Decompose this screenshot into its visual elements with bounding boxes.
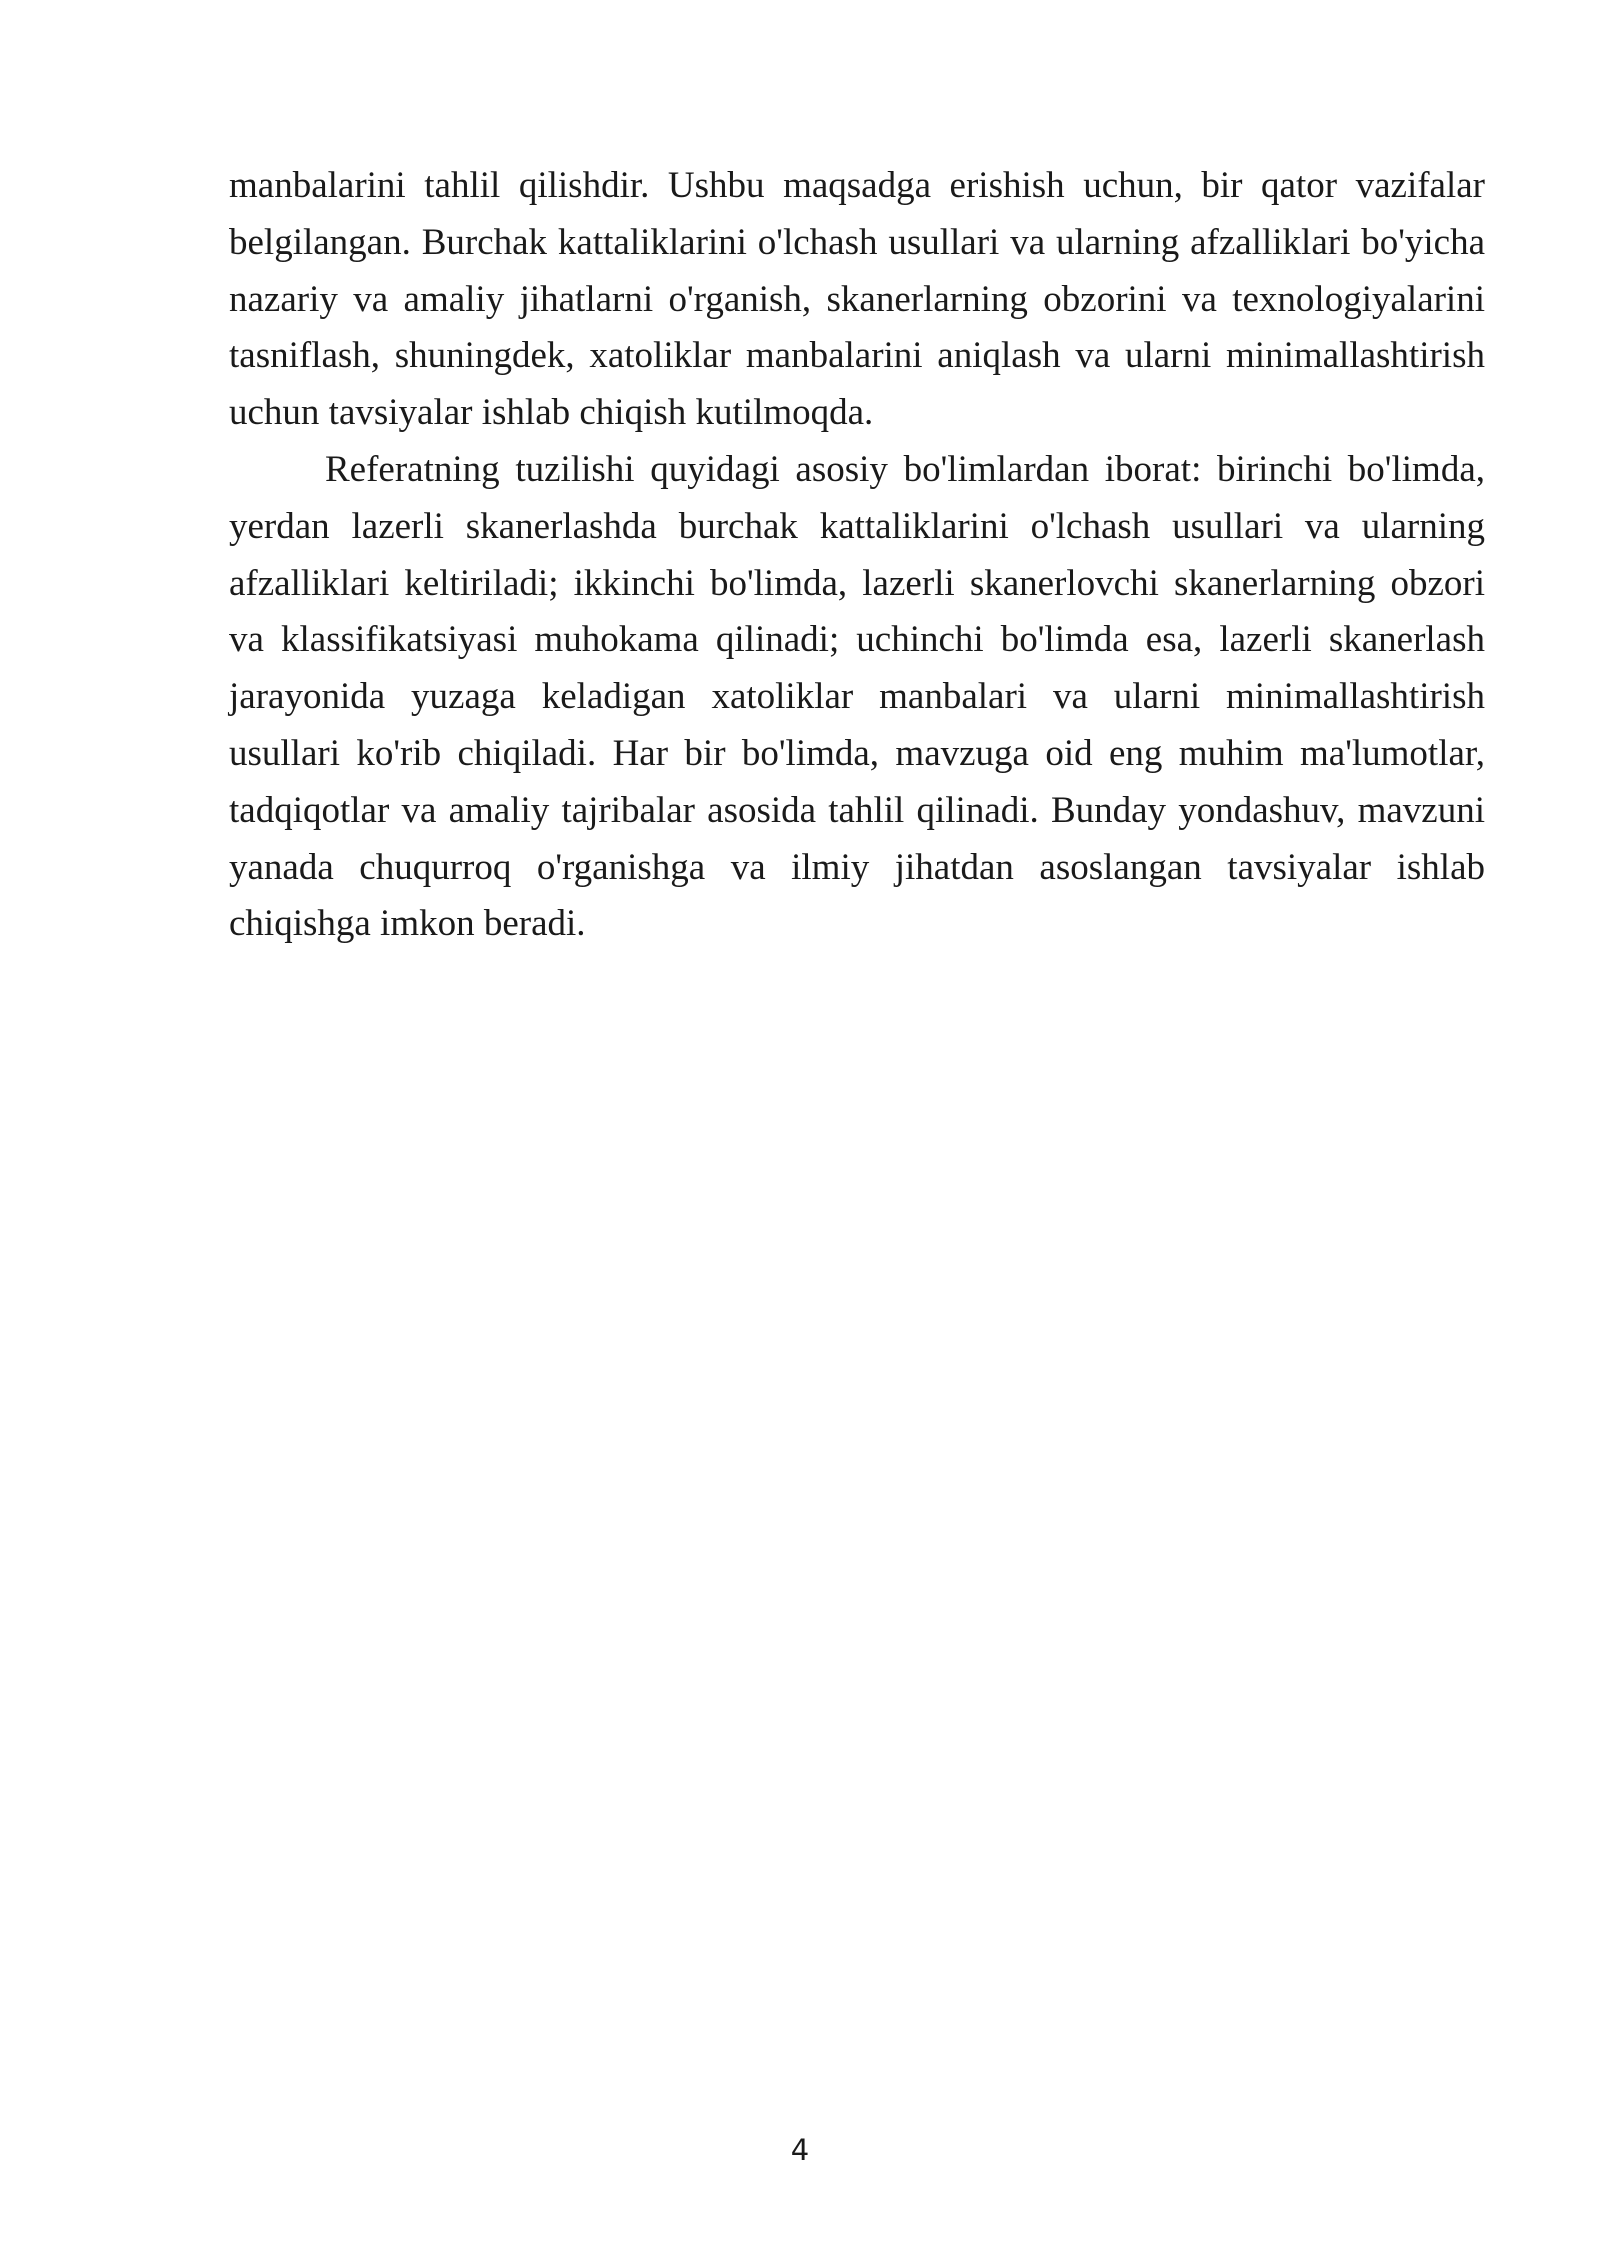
paragraph-continuation: manbalarini tahlil qilishdir. Ushbu maqsadga erishish uchun, bir qator vazifalar belgilangan. Burchak kattaliklarini o'lchash usullari va ularning afzalliklari bo'yicha nazariy va amaliy jihatlarni o'rganish, skanerlarning obzorini va texnologiyalarini tasniflash, shuningdek, xatoliklar manbalarini aniqlash va ularni minimallashtirish uchun tavsiyalar ishlab chiqish kutilmoqda. bbox=[229, 165, 1485, 434]
paragraph-structure: Referatning tuzilishi quyidagi asosiy bo'limlardan iborat: birinchi bo'limda, yerdan lazerli skanerlashda burchak kattaliklarini o'lchash usullari va ularning afzalliklari keltiriladi; ikkinchi bo'limda, lazerli skanerlovchi skanerlarning obzori va klassifikatsiyasi muhokama qilinadi; uchinchi bo'limda esa, lazerli skanerlash jarayonida yuzaga keladigan xatoliklar manbalari va ularni minimallashtirish usullari ko'rib chiqiladi. Har bir bo'limda, mavzuga oid eng muhim ma'lumotlar, tadqiqotlar va amaliy tajribalar asosida tahlil qilinadi. Bunday yondashuv, mavzuni yanada chuqurroq o'rganishga va ilmiy jihatdan asoslangan tavsiyalar ishlab chiqishga imkon beradi. bbox=[229, 448, 1485, 945]
document-body bbox=[229, 158, 1485, 953]
page-number: 4 bbox=[790, 2133, 810, 2167]
